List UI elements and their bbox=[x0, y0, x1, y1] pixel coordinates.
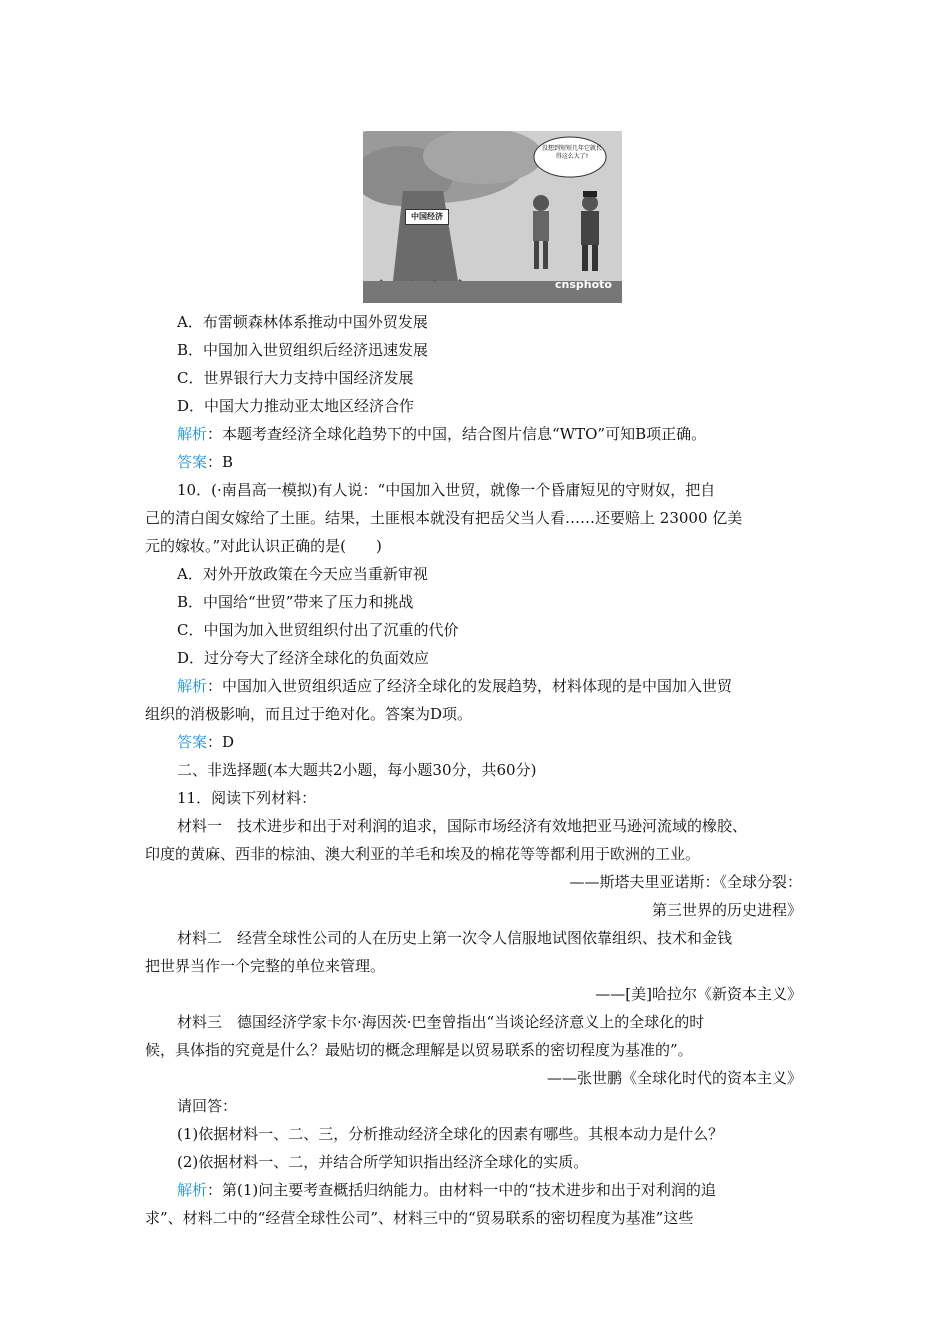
q10-stem-3: 元的嫁妆。”对此认识正确的是( ) bbox=[145, 537, 382, 555]
material-3-line-2: 候，具体指的究竟是什么？最贴切的概念理解是以贸易联系的密切程度为基准的”。 bbox=[145, 1041, 693, 1059]
q9-option-a: A．布雷顿森林体系推动中国外贸发展 bbox=[177, 313, 428, 331]
q10-answer: 答案：D bbox=[177, 733, 235, 751]
q11-stem: 11．阅读下列材料： bbox=[177, 789, 317, 807]
analysis-label: 解析 bbox=[177, 425, 208, 443]
q9-option-c: C．世界银行大力支持中国经济发展 bbox=[177, 369, 414, 387]
q10-option-b: B．中国给“世贸”带来了压力和挑战 bbox=[177, 593, 414, 611]
q11-sub-question-2: (2)依据材料一、二，并结合所学知识指出经济全球化的实质。 bbox=[177, 1153, 589, 1171]
q11-analysis-2: 求”、材料二中的“经营全球性公司”、材料三中的“贸易联系的密切程度为基准”这些 bbox=[145, 1209, 694, 1227]
q10-option-a: A．对外开放政策在今天应当重新审视 bbox=[177, 565, 428, 583]
answer-label: 答案 bbox=[177, 733, 208, 751]
cartoon-image bbox=[363, 131, 622, 303]
q11-sub-question-1: (1)依据材料一、二、三，分析推动经济全球化的因素有哪些。其根本动力是什么？ bbox=[177, 1125, 724, 1143]
analysis-label: 解析 bbox=[177, 677, 208, 695]
q11-ask: 请回答： bbox=[177, 1097, 238, 1115]
material-1-source-2: 第三世界的历史进程》 bbox=[651, 901, 802, 919]
section-2-heading: 二、非选择题(本大题共2小题，每小题30分，共60分) bbox=[177, 761, 537, 779]
material-3-source: ——张世鹏《全球化时代的资本主义》 bbox=[546, 1069, 802, 1087]
answer-label: 答案 bbox=[177, 453, 208, 471]
analysis-label: 解析 bbox=[177, 1181, 208, 1199]
material-2-source: ——[美]哈拉尔《新资本主义》 bbox=[595, 985, 802, 1003]
sign-label: 中国经济 bbox=[405, 209, 449, 225]
q10-analysis-2: 组织的消极影响，而且过于绝对化。答案为D项。 bbox=[145, 705, 473, 723]
q10-option-d: D．过分夸大了经济全球化的负面效应 bbox=[177, 649, 430, 667]
q10-analysis-1: 解析：中国加入世贸组织适应了经济全球化的发展趋势，材料体现的是中国加入世贸 bbox=[177, 677, 733, 695]
q11-analysis-1: 解析：第(1)问主要考查概括归纳能力。由材料一中的“技术进步和出于对利润的追 bbox=[177, 1181, 716, 1199]
q9-option-b: B．中国加入世贸组织后经济迅速发展 bbox=[177, 341, 429, 359]
photo-credit: cnsphoto bbox=[555, 278, 612, 291]
material-2-line-1: 材料二 经营全球性公司的人在历史上第一次令人信服地试图依靠组织、技术和金钱 bbox=[177, 929, 733, 947]
q9-option-d: D．中国大力推动亚太地区经济合作 bbox=[177, 397, 415, 415]
material-1-source-1: ——斯塔夫里亚诺斯：《全球分裂： bbox=[569, 873, 802, 891]
speech-bubble-text: 没想到短短几年它就长得这么大了! bbox=[541, 145, 602, 160]
q10-option-c: C．中国为加入世贸组织付出了沉重的代价 bbox=[177, 621, 459, 639]
material-3-line-1: 材料三 德国经济学家卡尔·海因茨·巴奎曾指出“当谈论经济意义上的全球化的时 bbox=[177, 1013, 705, 1031]
material-2-line-2: 把世界当作一个完整的单位来管理。 bbox=[145, 957, 386, 975]
q10-stem-1: 10．(·南昌高一模拟)有人说：“中国加入世贸，就像一个昏庸短见的守财奴，把自 bbox=[177, 481, 716, 499]
q9-answer: 答案：B bbox=[177, 453, 234, 471]
material-1-line-1: 材料一 技术进步和出于对利润的追求，国际市场经济有效地把亚马逊河流域的橡胶、 bbox=[177, 817, 748, 835]
q9-analysis: 解析：本题考查经济全球化趋势下的中国，结合图片信息“WTO”可知B项正确。 bbox=[177, 425, 707, 443]
material-1-line-2: 印度的黄麻、西非的棕油、澳大利亚的羊毛和埃及的棉花等等都利用于欧洲的工业。 bbox=[145, 845, 701, 863]
q10-stem-2: 己的清白闺女嫁给了土匪。结果，土匪根本就没有把岳父当人看……还要赔上 23000 亿美 bbox=[145, 509, 743, 527]
